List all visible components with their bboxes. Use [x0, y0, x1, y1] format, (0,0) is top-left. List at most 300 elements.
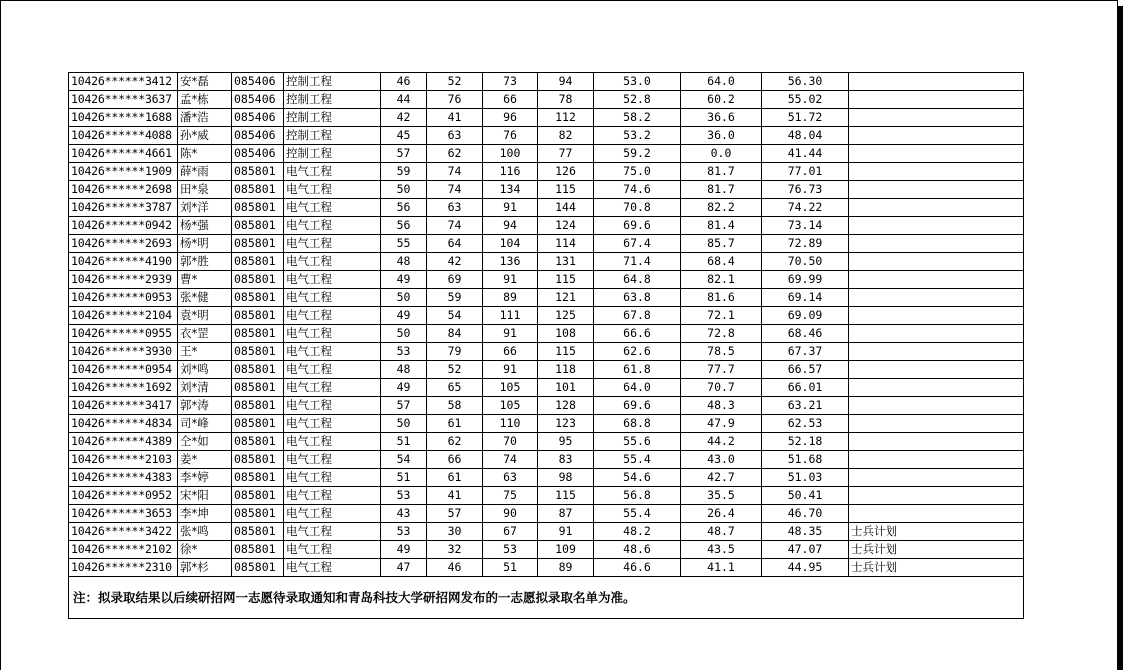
- candidate-name-cell: 张*鸣: [178, 523, 232, 541]
- remark-cell: [849, 397, 1024, 415]
- preliminary-score-cell: 64.0: [594, 379, 681, 397]
- preliminary-score-cell: 53.0: [594, 73, 681, 91]
- preliminary-score-cell: 64.8: [594, 271, 681, 289]
- candidate-name-cell: 曹*: [178, 271, 232, 289]
- remark-cell: 士兵计划: [849, 559, 1024, 577]
- retest-score-cell: 36.0: [681, 127, 762, 145]
- footer-row: [69, 577, 1024, 619]
- major-name-cell: 电气工程: [284, 415, 381, 433]
- table-row: [69, 145, 1024, 163]
- total-score-cell: 46.70: [762, 505, 849, 523]
- table-row: [69, 199, 1024, 217]
- candidate-name-cell: 刘*清: [178, 379, 232, 397]
- major-code-cell: 085406: [232, 91, 284, 109]
- remark-cell: [849, 307, 1024, 325]
- preliminary-score-cell: 71.4: [594, 253, 681, 271]
- subject2-score-cell: 144: [538, 199, 594, 217]
- subject1-score-cell: 74: [483, 451, 538, 469]
- retest-score-cell: 0.0: [681, 145, 762, 163]
- politics-score-cell: 50: [381, 289, 427, 307]
- retest-score-cell: 36.6: [681, 109, 762, 127]
- table-row: [69, 541, 1024, 559]
- candidate-name-cell: 田*泉: [178, 181, 232, 199]
- subject2-score-cell: 124: [538, 217, 594, 235]
- major-name-cell: 控制工程: [284, 145, 381, 163]
- remark-cell: [849, 415, 1024, 433]
- table-row: [69, 235, 1024, 253]
- remark-cell: [849, 145, 1024, 163]
- admission-score-table: [68, 72, 1024, 619]
- candidate-id-cell: 10426******3637: [69, 91, 178, 109]
- subject2-score-cell: 115: [538, 181, 594, 199]
- major-code-cell: 085801: [232, 379, 284, 397]
- candidate-name-cell: 陈*: [178, 145, 232, 163]
- major-code-cell: 085801: [232, 271, 284, 289]
- candidate-id-cell: 10426******2102: [69, 541, 178, 559]
- subject2-score-cell: 91: [538, 523, 594, 541]
- politics-score-cell: 56: [381, 217, 427, 235]
- remark-cell: [849, 505, 1024, 523]
- subject1-score-cell: 73: [483, 73, 538, 91]
- politics-score-cell: 54: [381, 451, 427, 469]
- major-code-cell: 085801: [232, 469, 284, 487]
- subject1-score-cell: 91: [483, 271, 538, 289]
- retest-score-cell: 26.4: [681, 505, 762, 523]
- preliminary-score-cell: 53.2: [594, 127, 681, 145]
- retest-score-cell: 70.7: [681, 379, 762, 397]
- politics-score-cell: 48: [381, 361, 427, 379]
- candidate-id-cell: 10426******2310: [69, 559, 178, 577]
- politics-score-cell: 49: [381, 307, 427, 325]
- remark-cell: [849, 199, 1024, 217]
- subject1-score-cell: 100: [483, 145, 538, 163]
- major-name-cell: 电气工程: [284, 397, 381, 415]
- politics-score-cell: 55: [381, 235, 427, 253]
- subject2-score-cell: 121: [538, 289, 594, 307]
- retest-score-cell: 85.7: [681, 235, 762, 253]
- subject1-score-cell: 116: [483, 163, 538, 181]
- table-row: [69, 181, 1024, 199]
- preliminary-score-cell: 68.8: [594, 415, 681, 433]
- total-score-cell: 68.46: [762, 325, 849, 343]
- retest-score-cell: 77.7: [681, 361, 762, 379]
- preliminary-score-cell: 55.6: [594, 433, 681, 451]
- major-code-cell: 085801: [232, 289, 284, 307]
- politics-score-cell: 50: [381, 181, 427, 199]
- table-row: [69, 415, 1024, 433]
- foreign-language-score-cell: 66: [427, 451, 483, 469]
- table-row: [69, 469, 1024, 487]
- candidate-name-cell: 张*健: [178, 289, 232, 307]
- candidate-name-cell: 徐*: [178, 541, 232, 559]
- candidate-name-cell: 郭*涛: [178, 397, 232, 415]
- candidate-name-cell: 潘*浩: [178, 109, 232, 127]
- candidate-name-cell: 杨*明: [178, 235, 232, 253]
- table-row: [69, 361, 1024, 379]
- total-score-cell: 70.50: [762, 253, 849, 271]
- major-code-cell: 085801: [232, 181, 284, 199]
- table-row: [69, 325, 1024, 343]
- retest-score-cell: 48.7: [681, 523, 762, 541]
- major-name-cell: 电气工程: [284, 469, 381, 487]
- foreign-language-score-cell: 76: [427, 91, 483, 109]
- subject2-score-cell: 77: [538, 145, 594, 163]
- preliminary-score-cell: 59.2: [594, 145, 681, 163]
- subject2-score-cell: 115: [538, 271, 594, 289]
- remark-cell: [849, 361, 1024, 379]
- foreign-language-score-cell: 57: [427, 505, 483, 523]
- major-name-cell: 电气工程: [284, 289, 381, 307]
- candidate-id-cell: 10426******0955: [69, 325, 178, 343]
- candidate-name-cell: 李*婷: [178, 469, 232, 487]
- politics-score-cell: 42: [381, 109, 427, 127]
- politics-score-cell: 50: [381, 325, 427, 343]
- retest-score-cell: 60.2: [681, 91, 762, 109]
- total-score-cell: 52.18: [762, 433, 849, 451]
- subject1-score-cell: 89: [483, 289, 538, 307]
- retest-score-cell: 81.7: [681, 163, 762, 181]
- foreign-language-score-cell: 64: [427, 235, 483, 253]
- preliminary-score-cell: 56.8: [594, 487, 681, 505]
- candidate-id-cell: 10426******3412: [69, 73, 178, 91]
- retest-score-cell: 68.4: [681, 253, 762, 271]
- table-row: [69, 397, 1024, 415]
- subject2-score-cell: 82: [538, 127, 594, 145]
- remark-cell: [849, 451, 1024, 469]
- remark-cell: [849, 217, 1024, 235]
- major-code-cell: 085801: [232, 163, 284, 181]
- major-name-cell: 电气工程: [284, 199, 381, 217]
- candidate-name-cell: 姜*: [178, 451, 232, 469]
- remark-cell: [849, 343, 1024, 361]
- major-code-cell: 085801: [232, 235, 284, 253]
- subject2-score-cell: 112: [538, 109, 594, 127]
- table-row: [69, 307, 1024, 325]
- foreign-language-score-cell: 32: [427, 541, 483, 559]
- politics-score-cell: 47: [381, 559, 427, 577]
- politics-score-cell: 49: [381, 541, 427, 559]
- candidate-name-cell: 衣*罡: [178, 325, 232, 343]
- remark-cell: [849, 73, 1024, 91]
- subject1-score-cell: 96: [483, 109, 538, 127]
- major-code-cell: 085801: [232, 307, 284, 325]
- subject1-score-cell: 105: [483, 397, 538, 415]
- subject1-score-cell: 94: [483, 217, 538, 235]
- preliminary-score-cell: 55.4: [594, 451, 681, 469]
- politics-score-cell: 57: [381, 145, 427, 163]
- total-score-cell: 73.14: [762, 217, 849, 235]
- subject2-score-cell: 114: [538, 235, 594, 253]
- candidate-id-cell: 10426******2698: [69, 181, 178, 199]
- remark-cell: [849, 487, 1024, 505]
- major-code-cell: 085406: [232, 109, 284, 127]
- table-row: [69, 91, 1024, 109]
- total-score-cell: 48.04: [762, 127, 849, 145]
- retest-score-cell: 64.0: [681, 73, 762, 91]
- candidate-name-cell: 王*: [178, 343, 232, 361]
- retest-score-cell: 35.5: [681, 487, 762, 505]
- total-score-cell: 47.07: [762, 541, 849, 559]
- preliminary-score-cell: 75.0: [594, 163, 681, 181]
- preliminary-score-cell: 69.6: [594, 217, 681, 235]
- total-score-cell: 50.41: [762, 487, 849, 505]
- major-name-cell: 电气工程: [284, 181, 381, 199]
- retest-score-cell: 43.0: [681, 451, 762, 469]
- remark-cell: 士兵计划: [849, 523, 1024, 541]
- total-score-cell: 44.95: [762, 559, 849, 577]
- major-code-cell: 085801: [232, 505, 284, 523]
- preliminary-score-cell: 61.8: [594, 361, 681, 379]
- candidate-id-cell: 10426******3930: [69, 343, 178, 361]
- candidate-name-cell: 孟*栋: [178, 91, 232, 109]
- politics-score-cell: 59: [381, 163, 427, 181]
- subject1-score-cell: 66: [483, 343, 538, 361]
- table-row: [69, 163, 1024, 181]
- major-code-cell: 085801: [232, 541, 284, 559]
- total-score-cell: 72.89: [762, 235, 849, 253]
- total-score-cell: 51.03: [762, 469, 849, 487]
- foreign-language-score-cell: 65: [427, 379, 483, 397]
- total-score-cell: 77.01: [762, 163, 849, 181]
- subject2-score-cell: 109: [538, 541, 594, 559]
- table-row: [69, 73, 1024, 91]
- total-score-cell: 67.37: [762, 343, 849, 361]
- preliminary-score-cell: 74.6: [594, 181, 681, 199]
- subject2-score-cell: 126: [538, 163, 594, 181]
- candidate-id-cell: 10426******4383: [69, 469, 178, 487]
- major-name-cell: 电气工程: [284, 325, 381, 343]
- major-name-cell: 电气工程: [284, 235, 381, 253]
- retest-score-cell: 43.5: [681, 541, 762, 559]
- candidate-id-cell: 10426******4661: [69, 145, 178, 163]
- table-row: [69, 487, 1024, 505]
- remark-cell: [849, 127, 1024, 145]
- preliminary-score-cell: 67.8: [594, 307, 681, 325]
- major-code-cell: 085801: [232, 523, 284, 541]
- remark-cell: [849, 271, 1024, 289]
- subject2-score-cell: 101: [538, 379, 594, 397]
- table-row: [69, 289, 1024, 307]
- remark-cell: 士兵计划: [849, 541, 1024, 559]
- remark-cell: [849, 91, 1024, 109]
- total-score-cell: 62.53: [762, 415, 849, 433]
- total-score-cell: 63.21: [762, 397, 849, 415]
- subject2-score-cell: 108: [538, 325, 594, 343]
- retest-score-cell: 48.3: [681, 397, 762, 415]
- total-score-cell: 51.72: [762, 109, 849, 127]
- major-code-cell: 085801: [232, 361, 284, 379]
- retest-score-cell: 72.1: [681, 307, 762, 325]
- major-code-cell: 085801: [232, 451, 284, 469]
- candidate-name-cell: 司*峰: [178, 415, 232, 433]
- major-name-cell: 控制工程: [284, 73, 381, 91]
- candidate-id-cell: 10426******1909: [69, 163, 178, 181]
- candidate-id-cell: 10426******2104: [69, 307, 178, 325]
- preliminary-score-cell: 66.6: [594, 325, 681, 343]
- politics-score-cell: 46: [381, 73, 427, 91]
- candidate-name-cell: 郭*杉: [178, 559, 232, 577]
- major-name-cell: 电气工程: [284, 361, 381, 379]
- subject2-score-cell: 89: [538, 559, 594, 577]
- subject1-score-cell: 53: [483, 541, 538, 559]
- remark-cell: [849, 379, 1024, 397]
- candidate-id-cell: 10426******1688: [69, 109, 178, 127]
- subject1-score-cell: 90: [483, 505, 538, 523]
- candidate-name-cell: 刘*鸣: [178, 361, 232, 379]
- total-score-cell: 76.73: [762, 181, 849, 199]
- candidate-id-cell: 10426******3653: [69, 505, 178, 523]
- foreign-language-score-cell: 61: [427, 415, 483, 433]
- total-score-cell: 55.02: [762, 91, 849, 109]
- candidate-name-cell: 孙*威: [178, 127, 232, 145]
- subject2-score-cell: 87: [538, 505, 594, 523]
- politics-score-cell: 49: [381, 379, 427, 397]
- foreign-language-score-cell: 30: [427, 523, 483, 541]
- major-code-cell: 085801: [232, 343, 284, 361]
- preliminary-score-cell: 48.6: [594, 541, 681, 559]
- remark-cell: [849, 181, 1024, 199]
- retest-score-cell: 81.4: [681, 217, 762, 235]
- candidate-name-cell: 薛*雨: [178, 163, 232, 181]
- candidate-name-cell: 宋*阳: [178, 487, 232, 505]
- retest-score-cell: 81.6: [681, 289, 762, 307]
- foreign-language-score-cell: 42: [427, 253, 483, 271]
- politics-score-cell: 43: [381, 505, 427, 523]
- retest-score-cell: 78.5: [681, 343, 762, 361]
- table-row: [69, 559, 1024, 577]
- table-row: [69, 217, 1024, 235]
- politics-score-cell: 53: [381, 343, 427, 361]
- major-code-cell: 085801: [232, 415, 284, 433]
- major-name-cell: 控制工程: [284, 127, 381, 145]
- politics-score-cell: 48: [381, 253, 427, 271]
- candidate-id-cell: 10426******4389: [69, 433, 178, 451]
- politics-score-cell: 56: [381, 199, 427, 217]
- subject2-score-cell: 98: [538, 469, 594, 487]
- preliminary-score-cell: 55.4: [594, 505, 681, 523]
- retest-score-cell: 81.7: [681, 181, 762, 199]
- subject2-score-cell: 83: [538, 451, 594, 469]
- total-score-cell: 69.09: [762, 307, 849, 325]
- preliminary-score-cell: 52.8: [594, 91, 681, 109]
- foreign-language-score-cell: 52: [427, 73, 483, 91]
- remark-cell: [849, 109, 1024, 127]
- foreign-language-score-cell: 62: [427, 433, 483, 451]
- major-name-cell: 电气工程: [284, 343, 381, 361]
- candidate-id-cell: 10426******0952: [69, 487, 178, 505]
- major-code-cell: 085406: [232, 127, 284, 145]
- politics-score-cell: 53: [381, 487, 427, 505]
- foreign-language-score-cell: 54: [427, 307, 483, 325]
- table-row: [69, 253, 1024, 271]
- remark-cell: [849, 163, 1024, 181]
- preliminary-score-cell: 48.2: [594, 523, 681, 541]
- candidate-id-cell: 10426******4190: [69, 253, 178, 271]
- foreign-language-score-cell: 63: [427, 127, 483, 145]
- candidate-id-cell: 10426******2693: [69, 235, 178, 253]
- candidate-name-cell: 郭*胜: [178, 253, 232, 271]
- candidate-id-cell: 10426******3787: [69, 199, 178, 217]
- retest-score-cell: 47.9: [681, 415, 762, 433]
- foreign-language-score-cell: 58: [427, 397, 483, 415]
- subject2-score-cell: 94: [538, 73, 594, 91]
- subject1-score-cell: 66: [483, 91, 538, 109]
- major-code-cell: 085406: [232, 145, 284, 163]
- table-row: [69, 109, 1024, 127]
- subject2-score-cell: 115: [538, 487, 594, 505]
- candidate-name-cell: 刘*洋: [178, 199, 232, 217]
- subject1-score-cell: 105: [483, 379, 538, 397]
- major-name-cell: 控制工程: [284, 91, 381, 109]
- major-code-cell: 085801: [232, 433, 284, 451]
- foreign-language-score-cell: 84: [427, 325, 483, 343]
- preliminary-score-cell: 62.6: [594, 343, 681, 361]
- major-name-cell: 电气工程: [284, 433, 381, 451]
- retest-score-cell: 72.8: [681, 325, 762, 343]
- major-name-cell: 电气工程: [284, 541, 381, 559]
- subject1-score-cell: 51: [483, 559, 538, 577]
- foreign-language-score-cell: 52: [427, 361, 483, 379]
- table-row: [69, 343, 1024, 361]
- subject1-score-cell: 111: [483, 307, 538, 325]
- candidate-id-cell: 10426******4088: [69, 127, 178, 145]
- foreign-language-score-cell: 74: [427, 163, 483, 181]
- candidate-id-cell: 10426******0942: [69, 217, 178, 235]
- table-row: [69, 523, 1024, 541]
- retest-score-cell: 44.2: [681, 433, 762, 451]
- major-name-cell: 电气工程: [284, 379, 381, 397]
- candidate-name-cell: 安*磊: [178, 73, 232, 91]
- foreign-language-score-cell: 79: [427, 343, 483, 361]
- major-code-cell: 085801: [232, 559, 284, 577]
- total-score-cell: 74.22: [762, 199, 849, 217]
- politics-score-cell: 44: [381, 91, 427, 109]
- remark-cell: [849, 235, 1024, 253]
- total-score-cell: 56.30: [762, 73, 849, 91]
- foreign-language-score-cell: 69: [427, 271, 483, 289]
- total-score-cell: 66.57: [762, 361, 849, 379]
- table-row: [69, 127, 1024, 145]
- subject2-score-cell: 125: [538, 307, 594, 325]
- candidate-id-cell: 10426******3422: [69, 523, 178, 541]
- subject2-score-cell: 123: [538, 415, 594, 433]
- total-score-cell: 69.99: [762, 271, 849, 289]
- page-shadow: [1118, 6, 1123, 670]
- subject1-score-cell: 91: [483, 325, 538, 343]
- foreign-language-score-cell: 59: [427, 289, 483, 307]
- preliminary-score-cell: 69.6: [594, 397, 681, 415]
- remark-cell: [849, 433, 1024, 451]
- major-name-cell: 电气工程: [284, 487, 381, 505]
- total-score-cell: 51.68: [762, 451, 849, 469]
- retest-score-cell: 82.2: [681, 199, 762, 217]
- major-name-cell: 电气工程: [284, 523, 381, 541]
- major-name-cell: 电气工程: [284, 271, 381, 289]
- politics-score-cell: 57: [381, 397, 427, 415]
- subject1-score-cell: 63: [483, 469, 538, 487]
- politics-score-cell: 50: [381, 415, 427, 433]
- major-name-cell: 电气工程: [284, 253, 381, 271]
- major-code-cell: 085801: [232, 199, 284, 217]
- subject1-score-cell: 110: [483, 415, 538, 433]
- foreign-language-score-cell: 41: [427, 109, 483, 127]
- candidate-name-cell: 仝*如: [178, 433, 232, 451]
- table-row: [69, 505, 1024, 523]
- major-code-cell: 085801: [232, 487, 284, 505]
- retest-score-cell: 42.7: [681, 469, 762, 487]
- subject2-score-cell: 131: [538, 253, 594, 271]
- table-row: [69, 433, 1024, 451]
